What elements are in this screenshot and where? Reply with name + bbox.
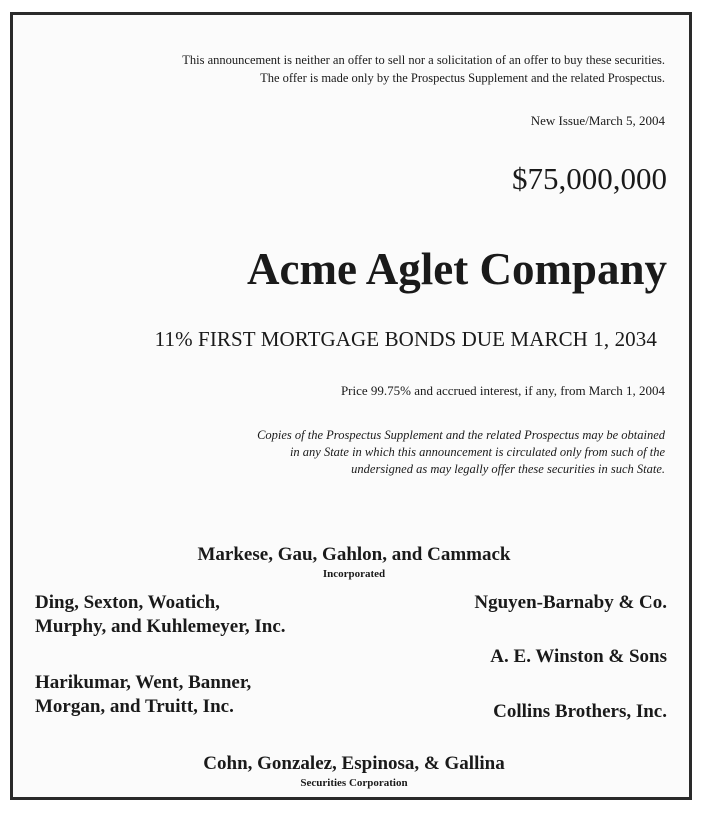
disclaimer-line-2: The offer is made only by the Prospectus Supplement and the related Prospectus.: [260, 71, 665, 85]
disclaimer-line-1: This announcement is neither an offer to sell nor a solicitation of an offer to buy these securities.: [182, 53, 665, 67]
underwriter-harikumar-line-1: Harikumar, Went, Banner,: [35, 672, 252, 693]
offering-amount: $75,000,000: [512, 161, 667, 196]
underwriter-ding: [35, 591, 286, 639]
underwriter-harikumar-line-2: Morgan, and Truitt, Inc.: [35, 696, 234, 717]
lead-underwriter-subtitle: Incorporated: [322, 568, 386, 580]
underwriter-nguyen: Nguyen-Barnaby & Co.: [474, 592, 667, 613]
underwriter-winston: A. E. Winston & Sons: [490, 646, 667, 667]
bond-description: 11% FIRST MORTGAGE BONDS DUE MARCH 1, 2034: [154, 327, 657, 351]
copies-notice-line-3: undersigned as may legally offer these securities in such State.: [351, 462, 665, 476]
disclaimer: [182, 51, 665, 87]
copies-notice-line-1: Copies of the Prospectus Supplement and the related Prospectus may be obtained: [257, 428, 665, 442]
underwriter-ding-line-2: Murphy, and Kuhlemeyer, Inc.: [35, 616, 286, 637]
copies-notice: [257, 427, 665, 478]
issue-date: New Issue/March 5, 2004: [530, 113, 665, 128]
underwriter-collins: Collins Brothers, Inc.: [493, 701, 667, 722]
company-name: Acme Aglet Company: [247, 244, 667, 294]
underwriter-cohn: Cohn, Gonzalez, Espinosa, & Gallina: [203, 753, 505, 774]
underwriter-harikumar: [35, 671, 251, 719]
tombstone-announcement: [10, 12, 692, 800]
lead-underwriter: Markese, Gau, Gahlon, and Cammack: [197, 544, 511, 565]
underwriter-cohn-subtitle: Securities Corporation: [300, 777, 408, 789]
underwriter-ding-line-1: Ding, Sexton, Woatich,: [35, 592, 220, 613]
price-line: Price 99.75% and accrued interest, if any, from March 1, 2004: [340, 383, 665, 398]
copies-notice-line-2: in any State in which this announcement is circulated only from such of the: [289, 445, 665, 459]
